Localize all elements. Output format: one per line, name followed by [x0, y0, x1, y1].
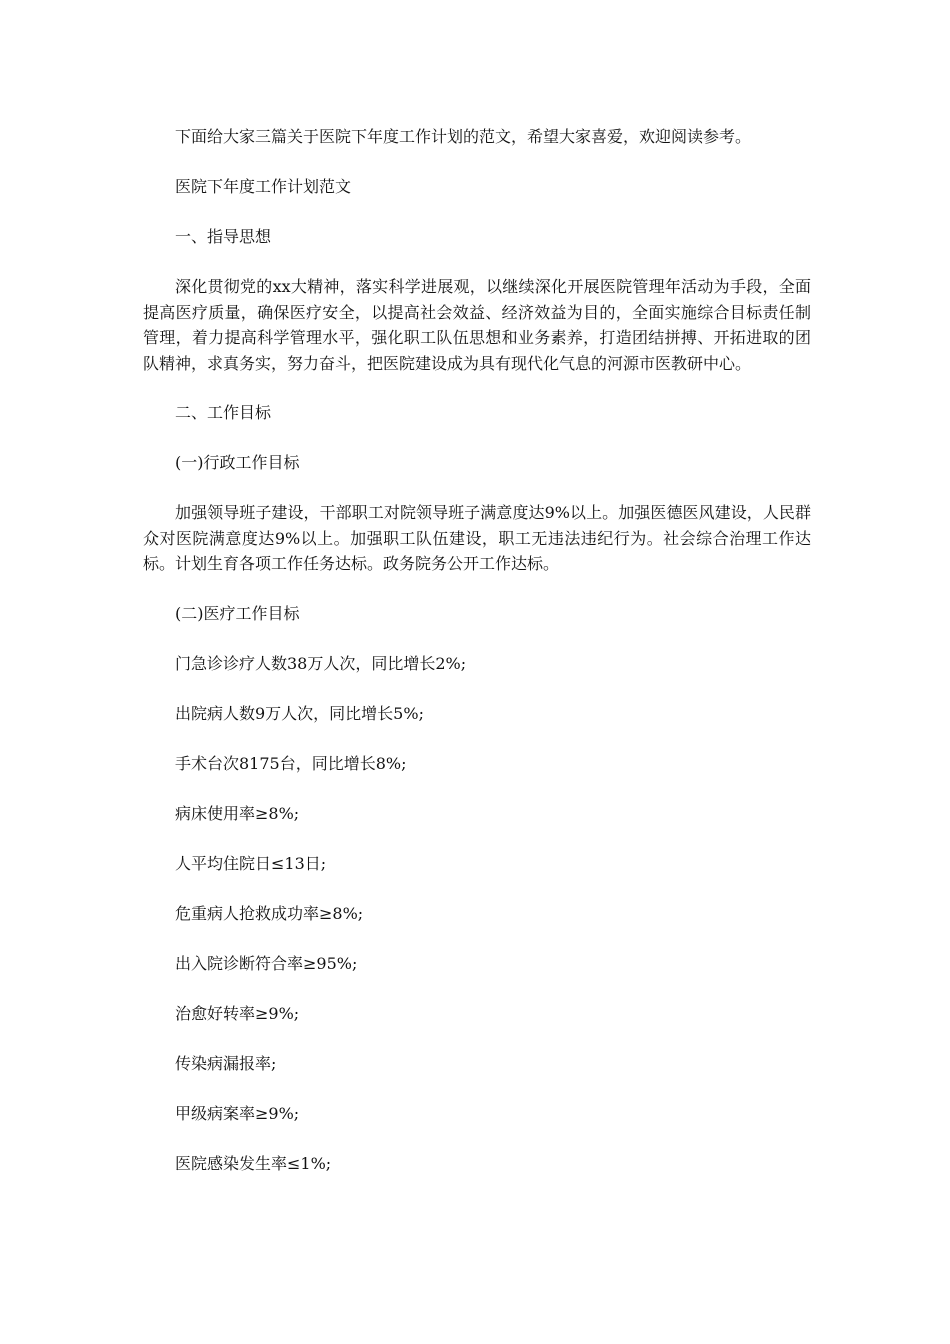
- medical-goal-item: 治愈好转率≥9%;: [175, 1003, 300, 1023]
- intro-paragraph: 下面给大家三篇关于医院下年度工作计划的范文，希望大家喜爱，欢迎阅读参考。: [175, 127, 752, 146]
- medical-goal-item: 出院病人数9万人次，同比增长5%;: [175, 703, 424, 723]
- medical-goal-item: 甲级病案率≥9%;: [175, 1103, 300, 1123]
- medical-goal-item: 传染病漏报率;: [175, 1053, 277, 1073]
- admin-goals-paragraph: 加强领导班子建设，干部职工对院领导班子满意度达9%以上。加强医德医风建设，人民群众对医院满意度达9%以上。加强职工队伍建设，职工无违法违纪行为。社会综合治理工作达标。计划生育各项工作任务达标。政务院务公开工作达标。: [143, 503, 811, 573]
- subheading-admin-goals: (一)行政工作目标: [175, 453, 300, 472]
- document-heading: 医院下年度工作计划范文: [175, 177, 352, 196]
- medical-goal-item: 出入院诊断符合率≥95%;: [175, 953, 358, 973]
- section-heading-work-goals: 二、工作目标: [175, 403, 272, 422]
- medical-goal-item: 门急诊诊疗人数38万人次，同比增长2%;: [175, 653, 467, 673]
- medical-goal-item: 医院感染发生率≤1%;: [175, 1153, 332, 1173]
- document-body: [143, 124, 811, 1201]
- section-heading-guiding-thought: 一、指导思想: [175, 227, 272, 246]
- subheading-medical-goals: (二)医疗工作目标: [175, 603, 300, 623]
- medical-goal-item: 病床使用率≥8%;: [175, 803, 300, 823]
- guiding-thought-paragraph: 深化贯彻党的xx大精神，落实科学进展观，以继续深化开展医院管理年活动为手段，全面提高医疗质量，确保医疗安全，以提高社会效益、经济效益为目的，全面实施综合目标责任制管理，着力提高科学管理水平，强化职工队伍思想和业务素养，打造团结拼搏、开拓进取的团队精神，求真务实，努力奋斗，把医院建设成为具有现代化气息的河源市医教研中心。: [143, 277, 811, 373]
- medical-goal-item: 手术台次8175台，同比增长8%;: [175, 753, 407, 773]
- medical-goal-item: 人平均住院日≤13日;: [175, 853, 327, 873]
- medical-goal-item: 危重病人抢救成功率≥8%;: [175, 903, 364, 923]
